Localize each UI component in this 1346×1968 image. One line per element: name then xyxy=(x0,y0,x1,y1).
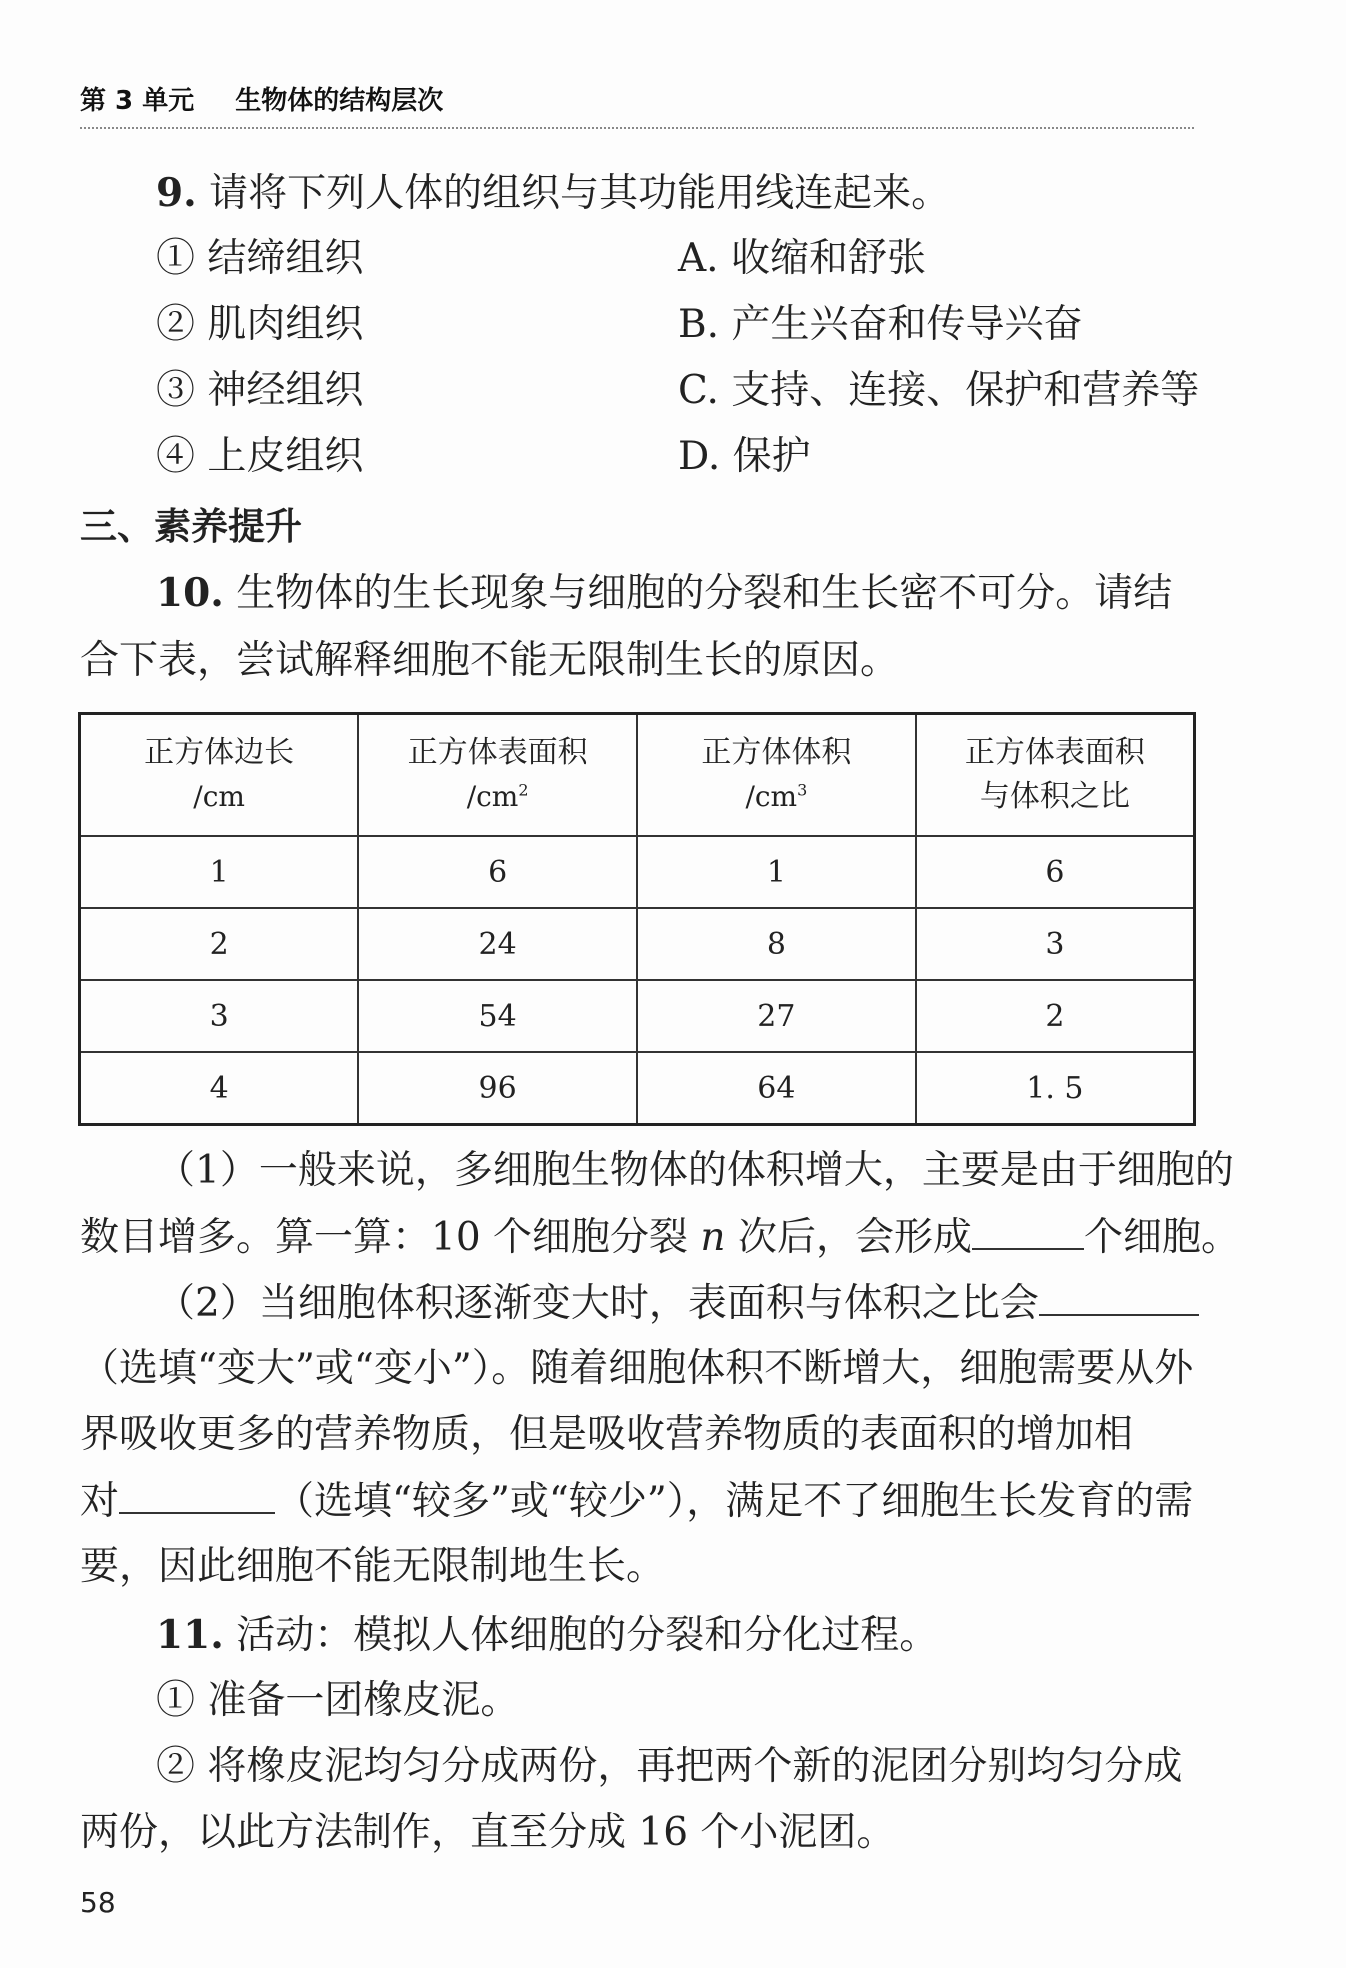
q10-part1-text: 个细胞。 xyxy=(1083,1215,1240,1260)
header-unit: 第 3 单元 xyxy=(80,86,195,116)
q10-part1-variable: n xyxy=(700,1215,726,1260)
q10-text-line2: 合下表，尝试解释细胞不能无限制生长的原因。 xyxy=(80,638,900,683)
q9-right-item: B. 产生兴奋和传导兴奋 xyxy=(678,302,1083,347)
q10-part1-text: 次后，会形成 xyxy=(725,1215,972,1260)
running-header xyxy=(80,80,1194,129)
q10-part2-line4 xyxy=(80,1478,1193,1525)
q10-part1-text: 数目增多。算一算：10 个细胞分裂 xyxy=(80,1215,701,1260)
q11-number: 11. xyxy=(156,1612,224,1658)
table-cell: 24 xyxy=(358,908,637,980)
table-cell: 4 xyxy=(80,1052,359,1125)
q9-text: 请将下列人体的组织与其功能用线连起来。 xyxy=(209,171,951,216)
table-cell: 2 xyxy=(916,980,1195,1052)
q11-step2-line1: ② 将橡皮泥均匀分成两份，再把两个新的泥团分别均匀分成 xyxy=(156,1744,1183,1789)
q11-prompt xyxy=(156,1612,938,1659)
q10-prompt xyxy=(156,570,1172,617)
cube-ratio-table xyxy=(78,712,1196,1126)
q9-right-item: C. 支持、连接、保护和营养等 xyxy=(678,368,1200,413)
table-cell: 64 xyxy=(637,1052,916,1125)
header-title: 生物体的结构层次 xyxy=(235,86,444,116)
table-row xyxy=(80,908,1195,980)
table-cell: 6 xyxy=(358,836,637,908)
q10-part1-line1: （1）一般来说，多细胞生物体的体积增大，主要是由于细胞的 xyxy=(156,1148,1234,1193)
answer-blank[interactable] xyxy=(119,1478,275,1514)
table-header-cell xyxy=(80,714,359,837)
table-header-cell xyxy=(637,714,916,837)
header-unit: $/cm^2$ xyxy=(466,780,529,813)
header-unit: /cm xyxy=(193,780,245,813)
header-label: 正方体表面积 xyxy=(964,735,1145,770)
table-row xyxy=(80,836,1195,908)
header-label: 正方体体积 xyxy=(701,735,852,770)
table-cell: 2 xyxy=(80,908,359,980)
q10-text-line1: 生物体的生长现象与细胞的分裂和生长密不可分。请结 xyxy=(236,571,1173,616)
q9-left-item: ④ 上皮组织 xyxy=(156,434,364,479)
q10-part2-text: （选填“较多”或“较少”），满足不了细胞生长发育的需 xyxy=(275,1479,1194,1524)
table-cell: 3 xyxy=(916,908,1195,980)
q10-part2-text: （2）当细胞体积逐渐变大时，表面积与体积之比会 xyxy=(156,1281,1039,1326)
page-number: 58 xyxy=(80,1886,116,1919)
table-cell: 1 xyxy=(80,836,359,908)
table-cell: 96 xyxy=(358,1052,637,1125)
table-header-cell xyxy=(358,714,637,837)
section-heading: 三、素养提升 xyxy=(80,505,302,548)
q10-part2-line2: （选填“变大”或“变小”）。随着细胞体积不断增大，细胞需要从外 xyxy=(80,1346,1194,1391)
q10-part1-line2 xyxy=(80,1214,1240,1261)
q10-number: 10. xyxy=(156,570,224,616)
q9-right-item: D. 保护 xyxy=(678,434,811,479)
table-cell: 1. 5 xyxy=(916,1052,1195,1125)
table-cell: 8 xyxy=(637,908,916,980)
header-label: 正方体边长 xyxy=(144,735,295,770)
table-cell: 6 xyxy=(916,836,1195,908)
answer-blank[interactable] xyxy=(972,1214,1084,1250)
table-row xyxy=(80,1052,1195,1125)
q9-prompt xyxy=(156,170,950,217)
header-unit: $/cm^3$ xyxy=(745,780,808,813)
table-row xyxy=(80,980,1195,1052)
q9-left-item: ② 肌肉组织 xyxy=(156,302,364,347)
q9-left-item: ③ 神经组织 xyxy=(156,368,364,413)
table-cell: 27 xyxy=(637,980,916,1052)
q10-part2-line1 xyxy=(156,1280,1199,1327)
table-header-cell xyxy=(916,714,1195,837)
q9-left-item: ① 结缔组织 xyxy=(156,236,364,281)
table-cell: 1 xyxy=(637,836,916,908)
table-header-row xyxy=(80,714,1195,837)
q10-part2-line5: 要，因此细胞不能无限制地生长。 xyxy=(80,1544,666,1589)
header-label-line2: 与体积之比 xyxy=(979,779,1130,814)
q10-part2-line3: 界吸收更多的营养物质，但是吸收营养物质的表面积的增加相 xyxy=(80,1412,1134,1457)
q11-text: 活动：模拟人体细胞的分裂和分化过程。 xyxy=(236,1613,939,1658)
table-cell: 54 xyxy=(358,980,637,1052)
header-label: 正方体表面积 xyxy=(407,735,588,770)
q11-step2-line2: 两份，以此方法制作，直至分成 16 个小泥团。 xyxy=(80,1810,896,1855)
q9-number: 9. xyxy=(156,170,197,216)
q9-right-item: A. 收缩和舒张 xyxy=(678,236,926,281)
q10-part2-text: 对 xyxy=(80,1479,120,1524)
answer-blank[interactable] xyxy=(1039,1280,1199,1316)
table-cell: 3 xyxy=(80,980,359,1052)
q11-step1: ① 准备一团橡皮泥。 xyxy=(156,1678,520,1723)
